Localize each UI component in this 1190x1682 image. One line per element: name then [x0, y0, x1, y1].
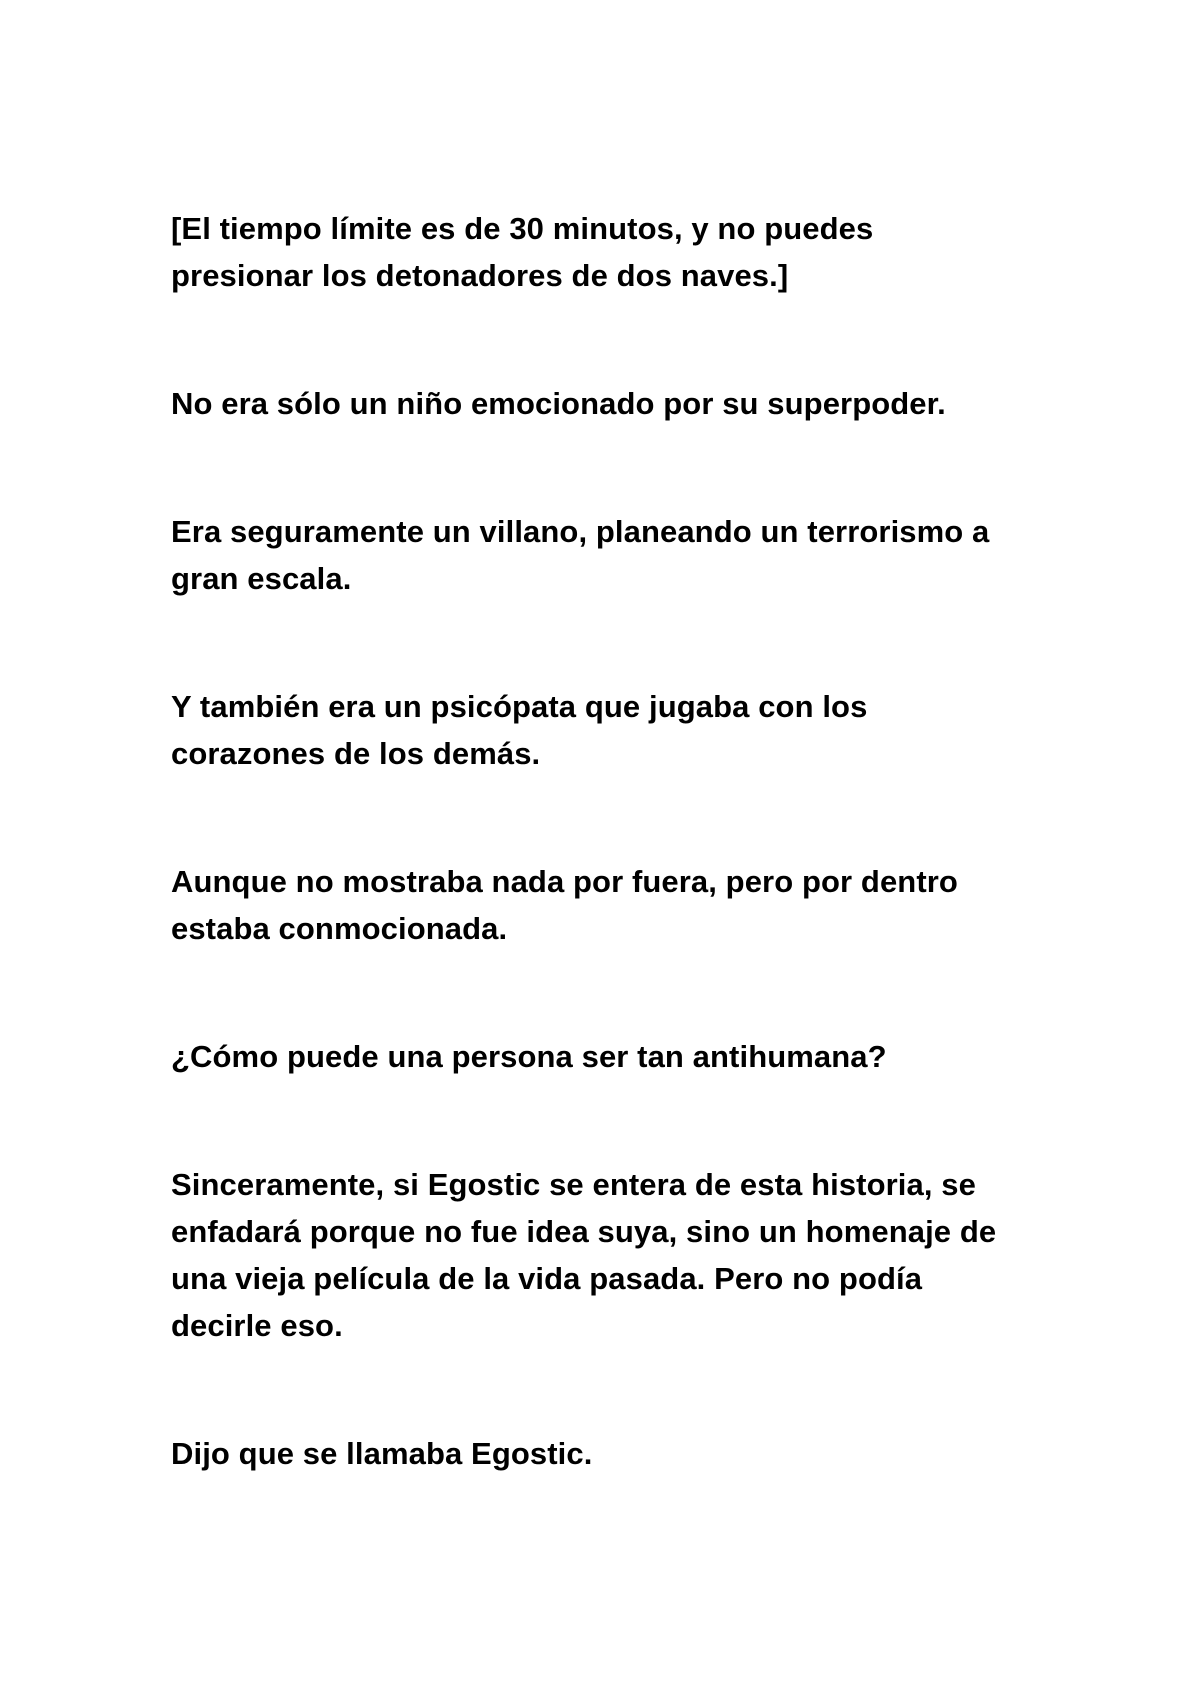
paragraph-system-message	[171, 205, 1031, 299]
paragraph	[171, 508, 1031, 602]
text-line: gran escala.	[171, 561, 352, 596]
text-line: una vieja película de la vida pasada. Pero no podía	[171, 1261, 923, 1296]
text-line: Dijo que se llamaba Egostic.	[171, 1436, 593, 1471]
text-line: presionar los detonadores de dos naves.]	[171, 258, 789, 293]
paragraph	[171, 683, 1031, 777]
paragraph	[171, 380, 1031, 427]
text-line: [El tiempo límite es de 30 minutos, y no puedes	[171, 211, 874, 246]
text-line: Era seguramente un villano, planeando un terrorismo a	[171, 514, 990, 549]
text-line: Y también era un psicópata que jugaba con los	[171, 689, 868, 724]
text-line: corazones de los demás.	[171, 736, 541, 771]
paragraph	[171, 1161, 1031, 1349]
paragraph	[171, 1430, 1031, 1477]
text-line: estaba conmocionada.	[171, 911, 508, 946]
text-line: Aunque no mostraba nada por fuera, pero por dentro	[171, 864, 958, 899]
paragraph	[171, 1033, 1031, 1080]
text-line: ¿Cómo puede una persona ser tan antihumana?	[171, 1039, 887, 1074]
text-line: enfadará porque no fue idea suya, sino un homenaje de	[171, 1214, 997, 1249]
text-line: decirle eso.	[171, 1308, 343, 1343]
text-line: No era sólo un niño emocionado por su superpoder.	[171, 386, 946, 421]
text-body	[171, 205, 1031, 1477]
text-line: Sinceramente, si Egostic se entera de esta historia, se	[171, 1167, 976, 1202]
paragraph	[171, 858, 1031, 952]
